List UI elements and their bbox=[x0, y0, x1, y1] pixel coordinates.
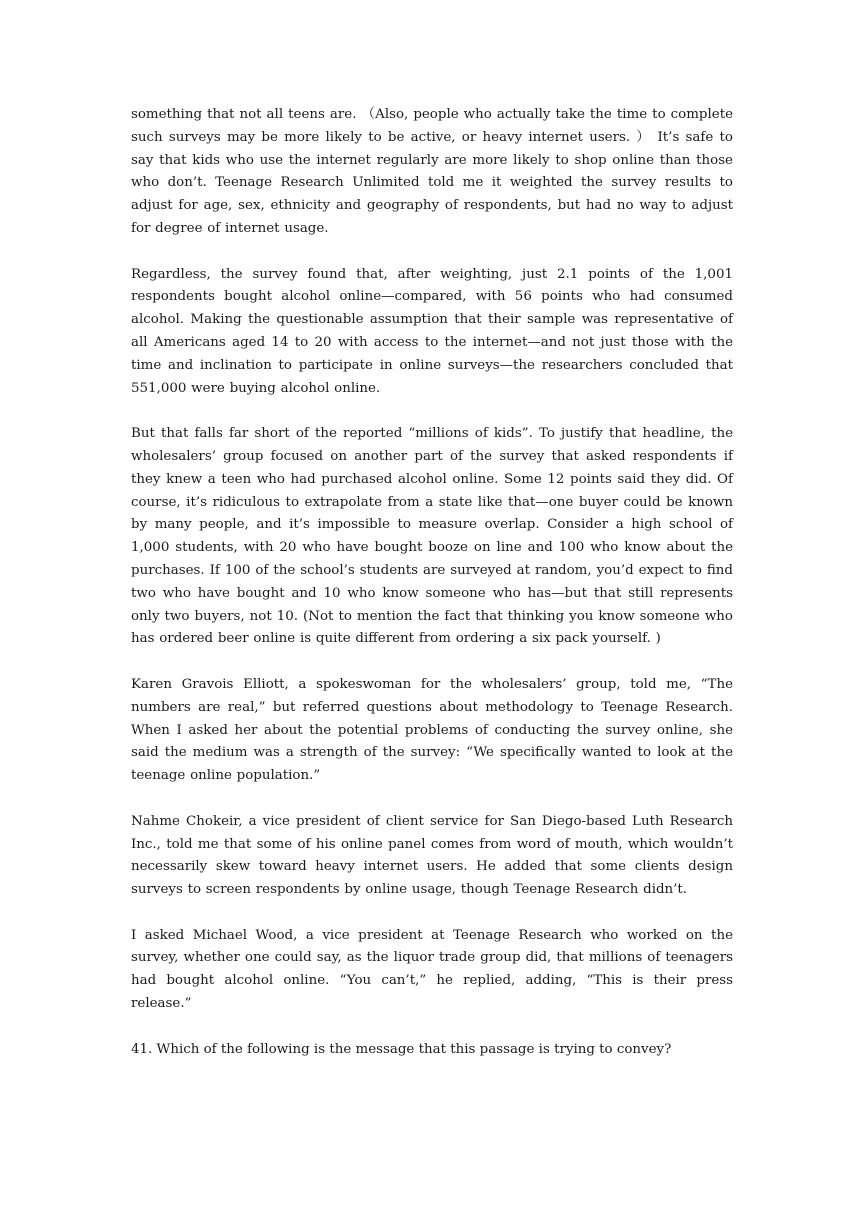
paragraph-michael-wood: I asked Michael Wood, a vice president at Teenage Research who worked on the survey, whether one could say, as the liquor trade group did, that millions of teenagers had bought alcohol online. “You can’t,” he replied, adding, “This is their press release.” bbox=[131, 927, 733, 1012]
paragraph-spokeswoman: Karen Gravois Elliott, a spokeswoman for the wholesalers’ group, told me, “The numbers are real,” but referred questions about methodology to Teenage Research. When I asked her about the potential problems of conducting the survey online, she said the medium was a strength of the survey: “We specifically wanted to look at the teenage online population.” bbox=[131, 676, 733, 784]
paragraph-millions-claim: But that falls far short of the reported “millions of kids”. To justify that headline, the wholesalers’ group focused on another part of the survey that asked respondents if they knew a teen who had purchased alcohol online. Some 12 points said they did. Of course, it’s ridiculous to extrapolate from a state like that—one buyer could be known by many people, and it’s impossible to measure overlap. Consider a high school of 1,000 students, with 20 who have bought booze on line and 100 who know about the purchases. If 100 of the school’s students are surveyed at random, you’d expect to find two who have bought and 10 who know someone who has—but that still represents only two buyers, not 10. (Not to mention the fact that thinking you know someone who has ordered beer online is quite different from ordering a six pack yourself. ) bbox=[131, 426, 733, 647]
paragraph-luth-research: Nahme Chokeir, a vice president of client service for San Diego-based Luth Research Inc., told me that some of his online panel comes from word of mouth, which wouldn’t necessarily skew toward heavy internet users. He added that some clients design surveys to screen respondents by online usage, though Teenage Research didn’t. bbox=[131, 813, 733, 898]
paragraph-survey-results: Regardless, the survey found that, after weighting, just 2.1 points of the 1,001 respondents bought alcohol online—compared, with 56 points who had consumed alcohol. Making the questionable assumption that their sample was representative of all Americans aged 14 to 20 with access to the internet—and not just those with the time and inclination to participate in online surveys—the researchers concluded that 551,000 were buying alcohol online. bbox=[131, 266, 733, 396]
question-41: 41. Which of the following is the message that this passage is trying to convey? bbox=[131, 1041, 672, 1057]
document-body bbox=[131, 104, 733, 1061]
paragraph-survey-bias: something that not all teens are. （Also, people who actually take the time to complete such surveys may be more likely to be active, or heavy internet users. ） It’s safe to say that kids who use the internet regularly are more likely to shop online than those who don’t. Teenage Research Unlimited told me it weighted the survey results to adjust for age, sex, ethnicity and geography of respondents, but had no way to adjust for degree of internet usage. bbox=[131, 107, 733, 236]
